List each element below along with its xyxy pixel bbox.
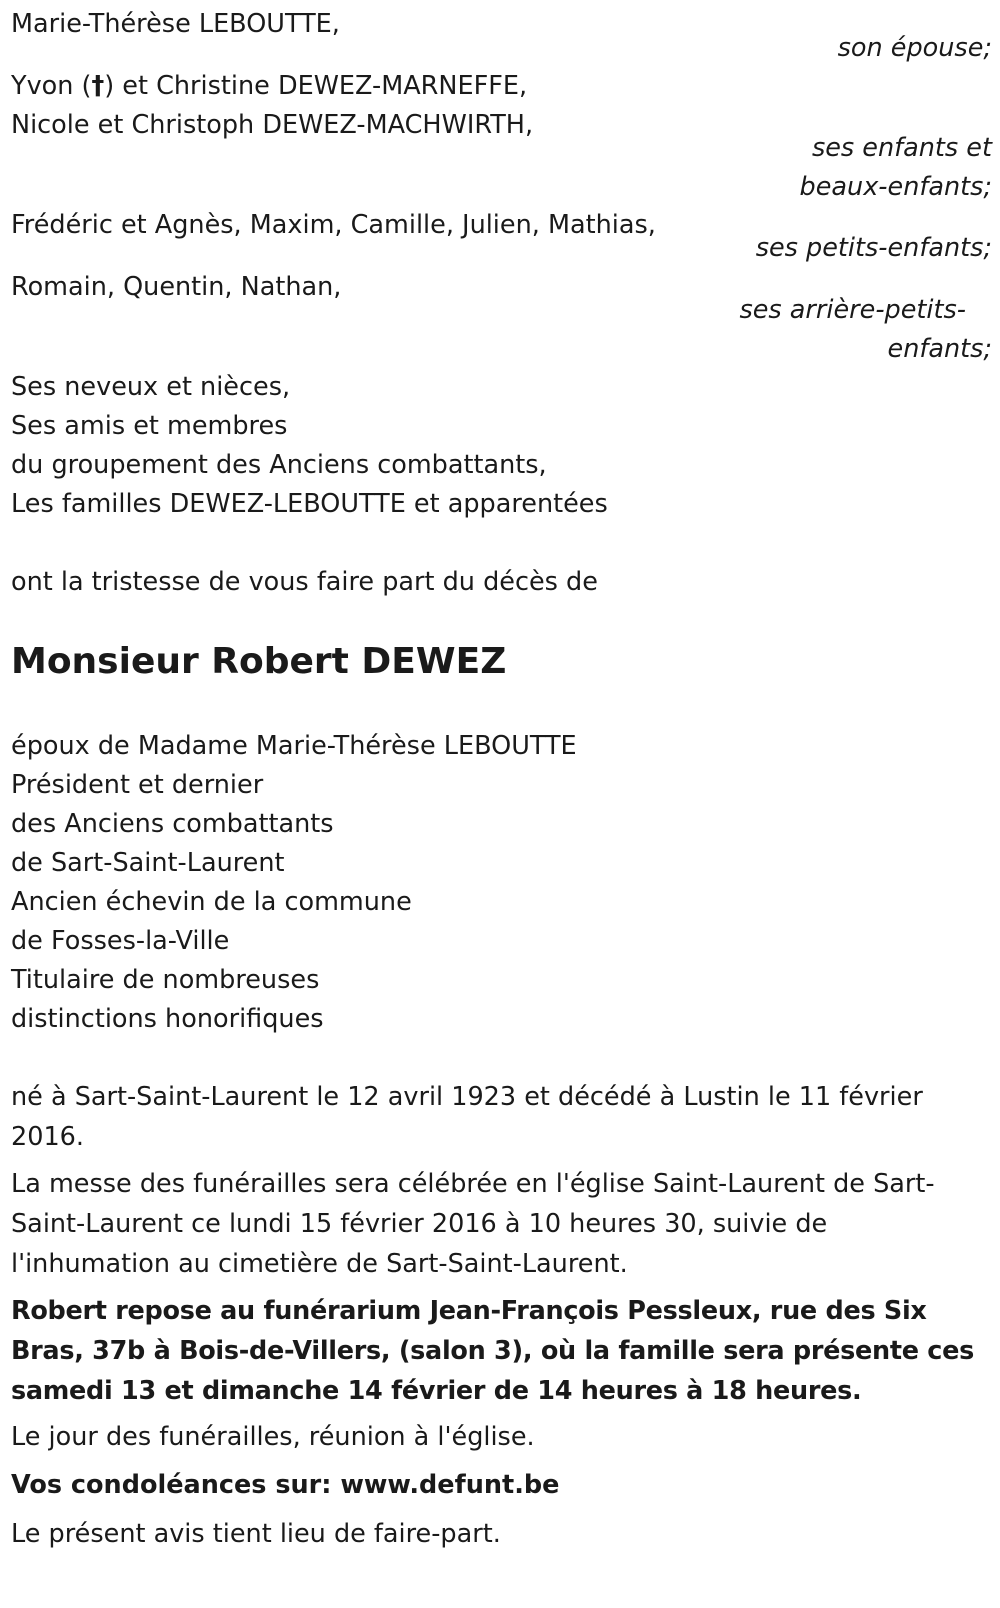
- announcement: ont la tristesse de vous faire part du décès de: [11, 567, 598, 597]
- title-line-1: époux de Madame Marie-Thérèse LEBOUTTE: [11, 731, 577, 761]
- others-line-3: du groupement des Anciens combattants,: [11, 450, 547, 480]
- notice: Le présent avis tient lieu de faire-part.: [11, 1519, 501, 1549]
- cross-icon: †: [91, 71, 105, 101]
- title-line-8: distinctions honorifiques: [11, 1004, 324, 1034]
- children-role-line-1: ses enfants et: [811, 133, 992, 163]
- meeting-info: Le jour des funérailles, réunion à l'église.: [11, 1422, 535, 1452]
- deceased-name: Monsieur Robert DEWEZ: [11, 641, 507, 682]
- title-line-7: Titulaire de nombreuses: [11, 965, 320, 995]
- title-line-4: de Sart-Saint-Laurent: [11, 848, 285, 878]
- birth-death: né à Sart-Saint-Laurent le 12 avril 1923 et décédé à Lustin le 11 février 2016.: [11, 1082, 923, 1152]
- children-line-1-prefix: Yvon (: [11, 71, 92, 101]
- funeral-mass: La messe des funérailles sera célébrée en l'église Saint-Laurent de Sart-Saint-Laurent ce lundi 15 février 2016 à 10 heures 30, suivie de l'inhumation au cimetière de Sart-Saint-Laurent.: [11, 1169, 935, 1279]
- title-line-6: de Fosses-la-Ville: [11, 926, 230, 956]
- title-line-3: des Anciens combattants: [11, 809, 334, 839]
- great-grandchildren: Romain, Quentin, Nathan,: [11, 272, 342, 302]
- title-line-2: Président et dernier: [11, 770, 264, 800]
- children-role-line-2: beaux-enfants;: [799, 172, 992, 202]
- children-line-2: Nicole et Christoph DEWEZ-MACHWIRTH,: [11, 110, 534, 140]
- great-grandchildren-role-line-1: ses arrière-petits-: [739, 295, 966, 325]
- others-line-1: Ses neveux et nièces,: [11, 372, 291, 402]
- others-line-4: Les familles DEWEZ-LEBOUTTE et apparentées: [11, 489, 608, 519]
- grandchildren-role: ses petits-enfants;: [755, 233, 992, 263]
- funerarium-info: Robert repose au funérarium Jean-François Pessleux, rue des Six Bras, 37b à Bois-de-Villers, (salon 3), où la famille sera présente ces samedi 13 et dimanche 14 février de 14 heures à 18 heures.: [11, 1296, 974, 1406]
- children-line-1-suffix: ) et Christine DEWEZ-MARNEFFE,: [104, 71, 528, 101]
- great-grandchildren-role-line-2: enfants;: [887, 334, 992, 364]
- condolences-link: Vos condoléances sur: www.defunt.be: [11, 1470, 560, 1500]
- others-line-2: Ses amis et membres: [11, 411, 288, 441]
- children-line-1: [11, 66, 527, 106]
- spouse-name: Marie-Thérèse LEBOUTTE,: [11, 9, 340, 39]
- grandchildren: Frédéric et Agnès, Maxim, Camille, Julien, Mathias,: [11, 210, 656, 240]
- spouse-role: son épouse;: [837, 33, 992, 63]
- title-line-5: Ancien échevin de la commune: [11, 887, 412, 917]
